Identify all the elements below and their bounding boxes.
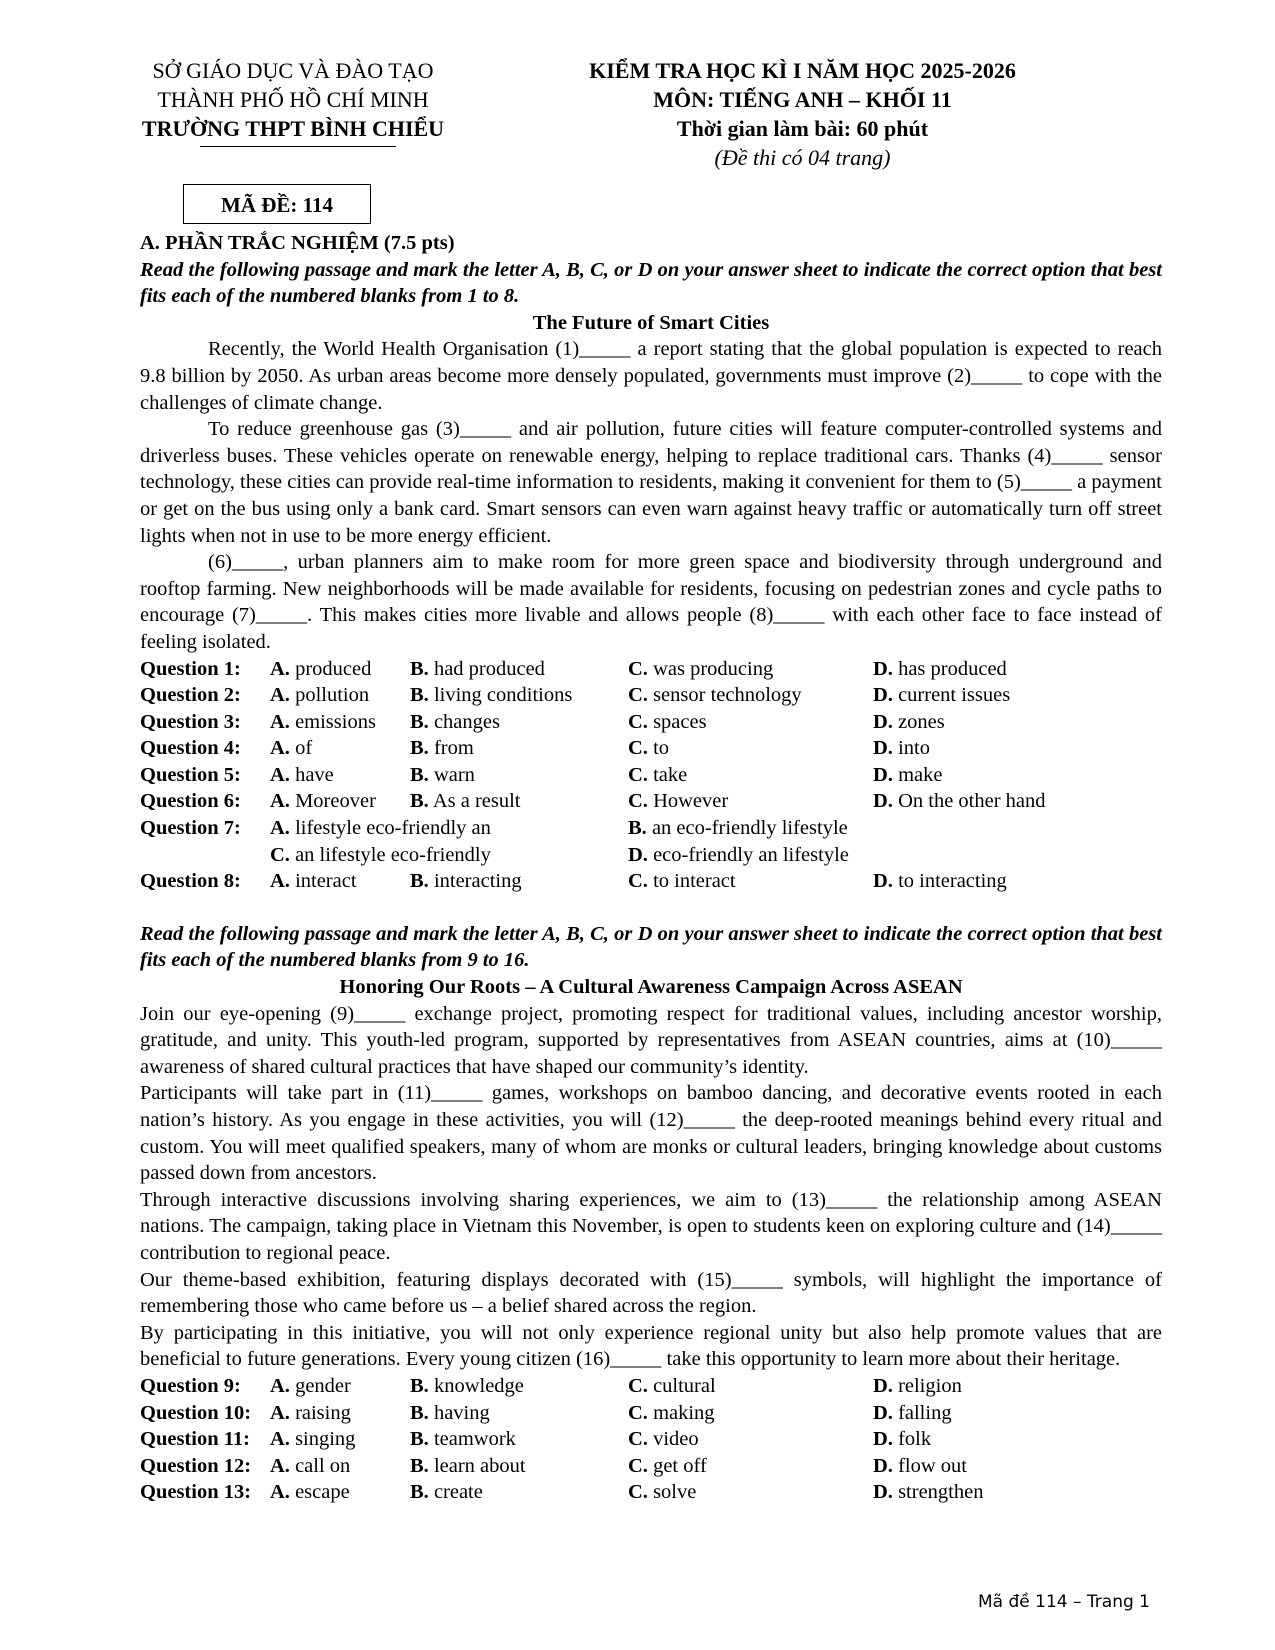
- question-row: [140, 709, 1162, 736]
- option-b: B. warn: [410, 763, 475, 786]
- option-b: B. teamwork: [410, 1428, 516, 1451]
- passage2-paragraph: Through interactive discussions involving sharing experiences, we aim to (13)_____ the relationship among ASEAN nations. The campaign, taking place in Vietnam this November, is open to students keen on exploring culture and (14)_____ contribution to regional peace.: [140, 1188, 1162, 1264]
- option-d: D. religion: [873, 1374, 962, 1397]
- question-row: [140, 1373, 1162, 1400]
- question-label: Question 8:: [140, 870, 241, 893]
- passage1-paragraph: (6)_____, urban planners aim to make room for more green space and biodiversity through underground and rooftop farming. New neighborhoods will be made available for residents, focusing on pedestrian zones and cycle paths to encourage (7)_____. This makes cities more livable and allows people (8)_____ with each other face to face instead of feeling isolated.: [140, 551, 1162, 653]
- option-a: A. of: [270, 737, 313, 760]
- school-underline: [200, 146, 396, 147]
- option-a: A. lifestyle eco-friendly an: [270, 817, 491, 840]
- question-row: [140, 735, 1162, 762]
- option-b: B. had produced: [410, 657, 545, 680]
- option-b: B. interacting: [410, 870, 522, 893]
- question-label: Question 9:: [140, 1374, 241, 1397]
- question-row: [140, 1400, 1162, 1427]
- passage2-title: Honoring Our Roots – A Cultural Awareness Campaign Across ASEAN: [339, 976, 963, 999]
- option-d: D. strengthen: [873, 1481, 984, 1504]
- option-b: B. from: [410, 737, 474, 760]
- passage2-instruction: Read the following passage and mark the letter A, B, C, or D on your answer sheet to indicate the correct option that best fits each of the numbered blanks from 9 to 16.: [140, 922, 1162, 972]
- option-d: D. On the other hand: [873, 790, 1046, 813]
- option-c: C. solve: [628, 1481, 697, 1504]
- passage2-paragraph: Our theme-based exhibition, featuring displays decorated with (15)_____ symbols, will highlight the importance of remembering those who came before us – a belief shared across the region.: [140, 1268, 1162, 1318]
- passage2-paragraph: Participants will take part in (11)_____ games, workshops on bamboo dancing, and decorative events rooted in each nation’s history. As you engage in these activities, you will (12)_____ the deep-rooted meanings behind every ritual and custom. You will meet qualified speakers, many of whom are monks or cultural leaders, bringing knowledge about customs passed down from ancestors.: [140, 1082, 1162, 1185]
- department-name: SỞ GIÁO DỤC VÀ ĐÀO TẠO: [152, 58, 434, 83]
- option-b: B. learn about: [410, 1454, 526, 1477]
- option-c: C. cultural: [628, 1374, 716, 1397]
- option-b: B. living conditions: [410, 684, 573, 707]
- option-b: B. changes: [410, 710, 500, 733]
- option-a: A. singing: [270, 1428, 356, 1451]
- option-b: B. As a result: [410, 790, 521, 813]
- option-d: D. make: [873, 763, 943, 786]
- question-label: Question 13:: [140, 1481, 252, 1504]
- question-row: [140, 1453, 1162, 1480]
- question-row: [140, 868, 1162, 895]
- question-label: Question 3:: [140, 710, 241, 733]
- option-c: C. However: [628, 790, 729, 813]
- exam-subject: MÔN: TIẾNG ANH – KHỐI 11: [653, 87, 952, 112]
- option-d: D. flow out: [873, 1454, 967, 1477]
- section-a-heading: A. PHẦN TRẮC NGHIỆM (7.5 pts): [140, 232, 455, 254]
- question-row: [140, 762, 1162, 789]
- page-footer: Mã đề 114 – Trang 1: [978, 1592, 1150, 1612]
- option-b: B. having: [410, 1401, 490, 1424]
- question-label: Question 5:: [140, 763, 241, 786]
- option-d: D. zones: [873, 710, 945, 733]
- passage1-title: The Future of Smart Cities: [532, 311, 770, 334]
- question-row: [140, 788, 1162, 815]
- exam-pages: (Đề thi có 04 trang): [714, 145, 891, 170]
- question-label: Question 6:: [140, 790, 241, 813]
- option-c: C. was producing: [628, 657, 774, 680]
- department-header: [128, 56, 458, 143]
- option-d: D. eco-friendly an lifestyle: [628, 843, 849, 866]
- question-label: Question 4:: [140, 737, 241, 760]
- question-row: [140, 656, 1162, 683]
- option-c: C. to: [628, 737, 670, 760]
- question-label: Question 7:: [140, 817, 241, 840]
- option-d: D. to interacting: [873, 870, 1007, 893]
- exam-time: Thời gian làm bài: 60 phút: [676, 116, 929, 141]
- option-d: D. into: [873, 737, 930, 760]
- question-label: Question 12:: [140, 1454, 252, 1477]
- passage1-instruction: Read the following passage and mark the letter A, B, C, or D on your answer sheet to indicate the correct option that best fits each of the numbered blanks from 1 to 8.: [140, 258, 1162, 308]
- city-name: THÀNH PHỐ HỒ CHÍ MINH: [157, 87, 429, 112]
- question-row-continued: [140, 842, 1162, 869]
- passage1-paragraph: Recently, the World Health Organisation (1)_____ a report stating that the global population is expected to reach 9.8 billion by 2050. As urban areas become more densely populated, governments must improve (2)_____ to cope with the challenges of climate change.: [140, 338, 1162, 414]
- option-a: A. escape: [270, 1481, 350, 1504]
- question-label: Question 1:: [140, 657, 241, 680]
- question-row: [140, 1426, 1162, 1453]
- option-b: B. an eco-friendly lifestyle: [628, 817, 848, 840]
- option-a: A. Moreover: [270, 790, 376, 813]
- exam-header: [540, 56, 1065, 172]
- option-d: D. current issues: [873, 684, 1011, 707]
- question-label: Question 10:: [140, 1401, 252, 1424]
- option-c: C. an lifestyle eco-friendly: [270, 843, 491, 866]
- option-a: A. emissions: [270, 710, 376, 733]
- passage2-paragraph: By participating in this initiative, you will not only experience regional unity but also help promote values that are beneficial to future generations. Every young citizen (16)_____ take this opportunity to learn more about their heritage.: [140, 1321, 1162, 1371]
- question-row: [140, 682, 1162, 709]
- option-c: C. spaces: [628, 710, 707, 733]
- question-label: Question 2:: [140, 684, 241, 707]
- option-c: C. take: [628, 763, 688, 786]
- option-c: C. get off: [628, 1454, 707, 1477]
- option-c: C. video: [628, 1428, 699, 1451]
- option-a: A. call on: [270, 1454, 351, 1477]
- option-c: C. sensor technology: [628, 684, 802, 707]
- option-c: C. to interact: [628, 870, 736, 893]
- option-a: A. produced: [270, 657, 372, 680]
- option-a: A. interact: [270, 870, 357, 893]
- option-a: A. raising: [270, 1401, 351, 1424]
- school-name: TRƯỜNG THPT BÌNH CHIỂU: [141, 116, 445, 141]
- option-a: A. pollution: [270, 684, 370, 707]
- question-row: [140, 1479, 1162, 1506]
- exam-body: [140, 230, 1162, 1506]
- question-label: Question 11:: [140, 1428, 250, 1451]
- option-d: D. folk: [873, 1428, 932, 1451]
- option-b: B. knowledge: [410, 1374, 524, 1397]
- passage1-paragraph: To reduce greenhouse gas (3)_____ and air pollution, future cities will feature computer-controlled systems and driverless buses. These vehicles operate on renewable energy, helping to replace traditional cars. Thanks (4)_____ sensor technology, these cities can provide real-time information to residents, making it convenient for them to (5)_____ a payment or get on the bus using only a bank card. Smart sensors can even warn against heavy traffic or automatically turn off street lights when not in use to be more energy efficient.: [140, 418, 1162, 547]
- option-c: C. making: [628, 1401, 715, 1424]
- question-row: [140, 815, 1162, 842]
- option-b: B. create: [410, 1481, 483, 1504]
- option-d: D. has produced: [873, 657, 1007, 680]
- option-a: A. have: [270, 763, 334, 786]
- exam-title: KIỂM TRA HỌC KÌ I NĂM HỌC 2025-2026: [589, 58, 1016, 83]
- exam-code-box: MÃ ĐỀ: 114: [183, 184, 371, 224]
- option-d: D. falling: [873, 1401, 952, 1424]
- passage2-paragraph: Join our eye-opening (9)_____ exchange project, promoting respect for traditional values, including ancestor worship, gratitude, and unity. This youth-led program, supported by representatives from ASEAN countries, aims at (10)_____ awareness of shared cultural practices that have shaped our community’s identity.: [140, 1002, 1162, 1078]
- option-a: A. gender: [270, 1374, 351, 1397]
